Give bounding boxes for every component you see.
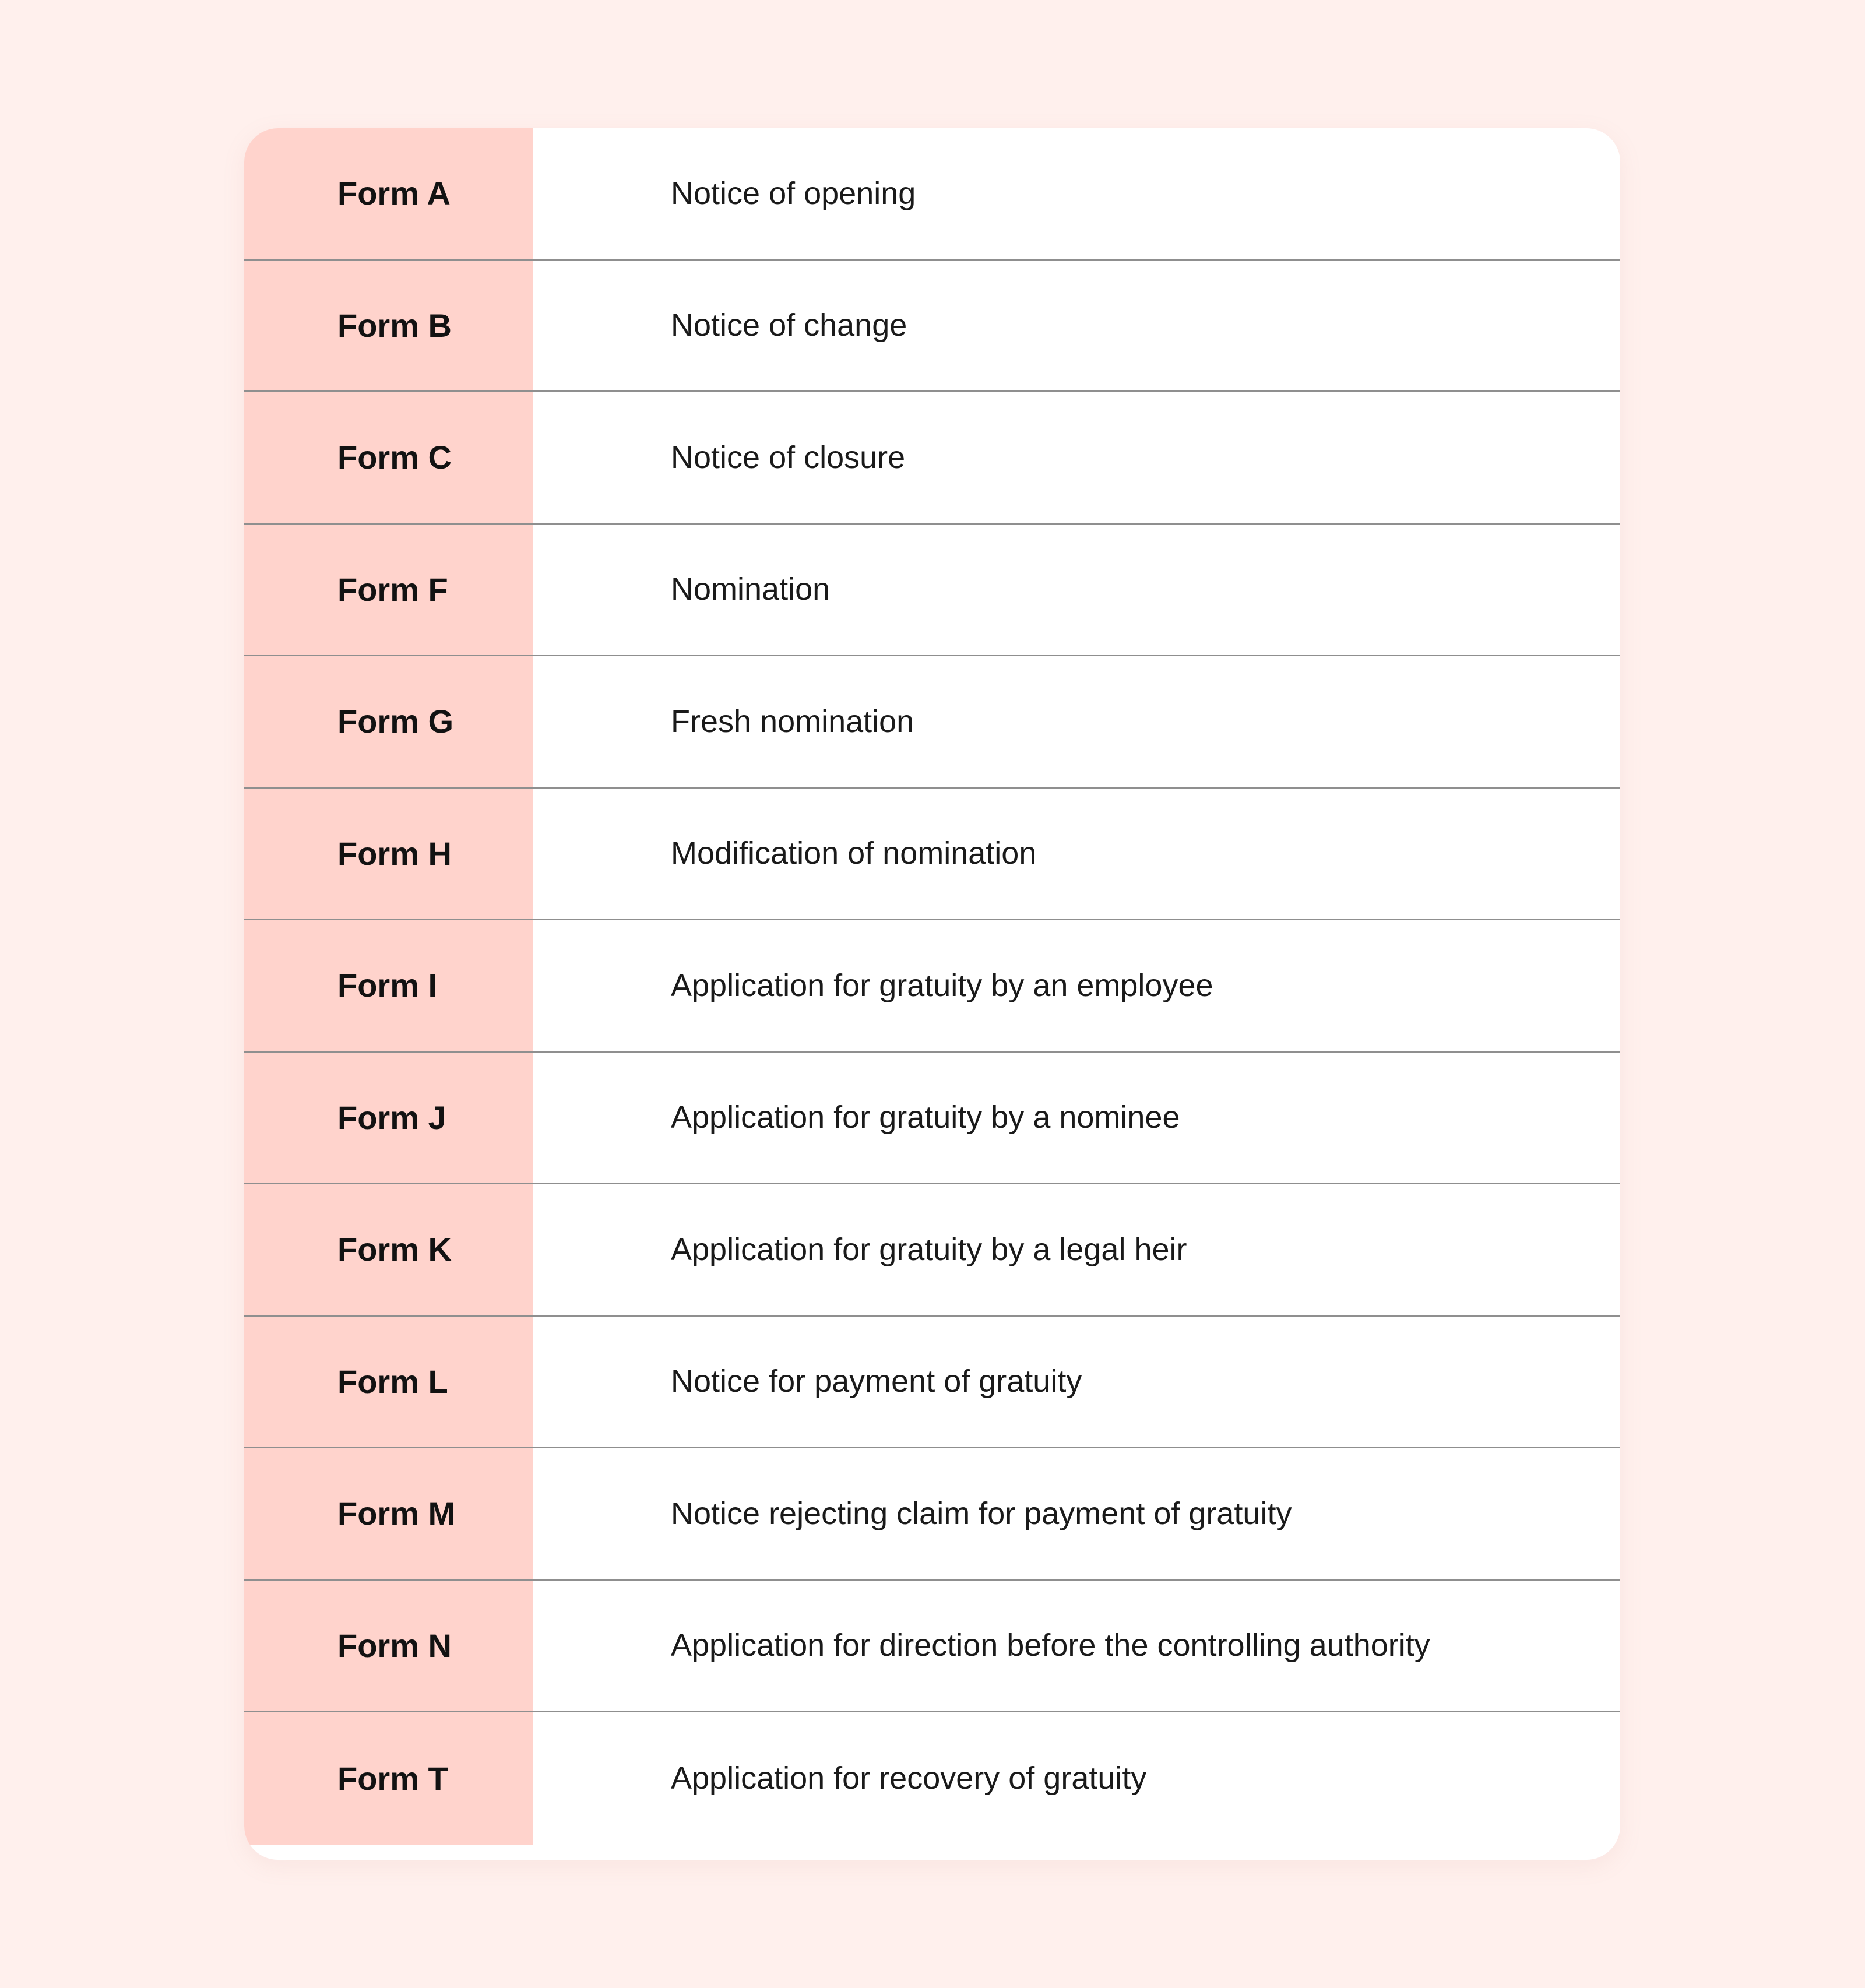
forms-table	[244, 128, 1620, 1860]
form-code: Form A	[244, 128, 533, 259]
form-description: Nomination	[671, 572, 831, 607]
form-description: Application for gratuity by a nominee	[671, 1100, 1180, 1135]
form-code: Form K	[244, 1184, 533, 1315]
table-row	[244, 1712, 1620, 1845]
table-row	[244, 789, 1620, 921]
form-code: Form I	[244, 920, 533, 1051]
form-code: Form N	[244, 1581, 533, 1711]
form-code: Form B	[244, 261, 533, 391]
table-row	[244, 656, 1620, 789]
table-row	[244, 1448, 1620, 1581]
form-description: Notice of change	[671, 308, 907, 343]
form-description: Notice rejecting claim for payment of gratuity	[671, 1496, 1292, 1531]
form-code: Form C	[244, 392, 533, 523]
form-description: Fresh nomination	[671, 703, 914, 739]
form-description: Notice of closure	[671, 439, 906, 475]
form-code: Form G	[244, 656, 533, 787]
form-description: Application for gratuity by a legal heir	[671, 1231, 1187, 1267]
form-description: Application for direction before the controlling authority	[671, 1628, 1430, 1663]
table-row	[244, 1053, 1620, 1185]
form-description: Notice for payment of gratuity	[671, 1364, 1082, 1399]
form-description: Notice of opening	[671, 175, 916, 211]
form-code: Form F	[244, 525, 533, 655]
form-description: Application for gratuity by an employee	[671, 967, 1213, 1003]
form-code: Form H	[244, 789, 533, 919]
table-row	[244, 261, 1620, 393]
table-row	[244, 1317, 1620, 1449]
form-description: Modification of nomination	[671, 836, 1037, 871]
form-code: Form L	[244, 1317, 533, 1447]
table-row	[244, 1581, 1620, 1713]
form-code: Form J	[244, 1053, 533, 1183]
table-row	[244, 392, 1620, 525]
form-code: Form M	[244, 1448, 533, 1579]
table-row	[244, 1184, 1620, 1317]
table-row	[244, 920, 1620, 1053]
form-description: Application for recovery of gratuity	[671, 1761, 1147, 1796]
table-row	[244, 525, 1620, 657]
table-row	[244, 128, 1620, 261]
form-code: Form T	[244, 1712, 533, 1845]
